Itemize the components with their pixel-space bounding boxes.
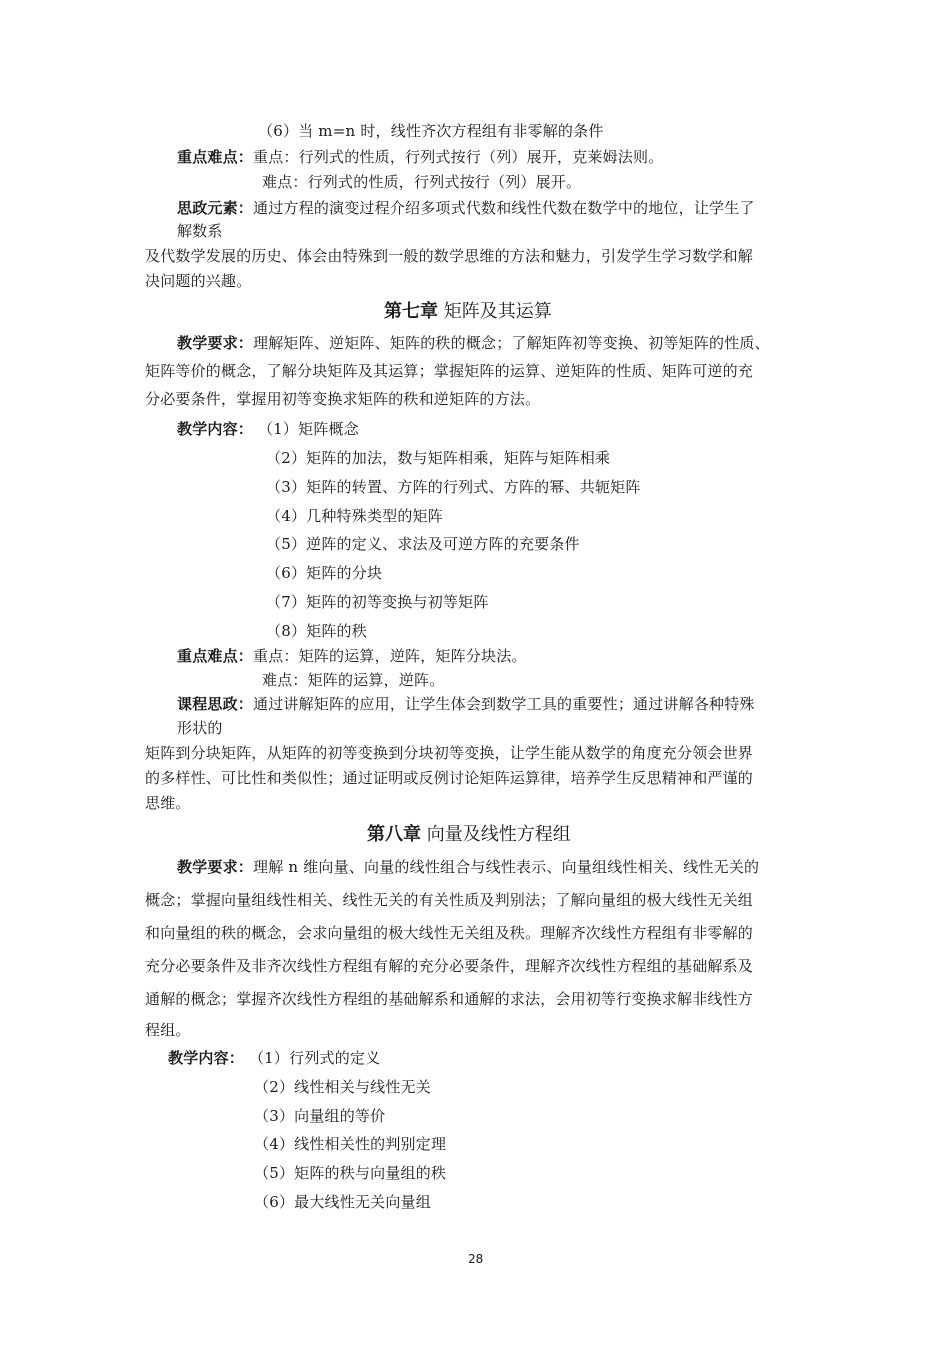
content-label: 教学内容： bbox=[168, 1049, 245, 1067]
ideology-text: 解数系 bbox=[177, 222, 223, 240]
requirements-text: 通解的概念；掌握齐次线性方程组的基础解系和通解的求法，会用初等行变换求解非线性方 bbox=[145, 990, 754, 1008]
chapter-title bbox=[384, 300, 552, 324]
ideology-row bbox=[177, 694, 755, 714]
ideology-row bbox=[177, 198, 755, 218]
requirements-label: 教学要求： bbox=[177, 334, 254, 352]
content-item: （3）矩阵的转置、方阵的行列式、方阵的幂、共轭矩阵 bbox=[266, 478, 641, 496]
keypoints-label: 重点难点： bbox=[177, 647, 254, 665]
content-item: （5）矩阵的秩与向量组的秩 bbox=[254, 1164, 447, 1182]
chapter-number: 第八章 bbox=[367, 824, 421, 845]
requirements-text: 充分必要条件及非齐次线性方程组有解的充分必要条件，理解齐次线性方程组的基础解系及 bbox=[145, 957, 754, 975]
content-item: （6）矩阵的分块 bbox=[266, 564, 383, 582]
chapter-number: 第七章 bbox=[384, 301, 438, 322]
content-item: （4）几种特殊类型的矩阵 bbox=[266, 507, 443, 525]
keypoints-label: 重点难点： bbox=[177, 148, 254, 166]
ideology-text: 通过讲解矩阵的应用，让学生体会到数学工具的重要性；通过讲解各种特殊 bbox=[253, 695, 755, 713]
requirements-text: 程组。 bbox=[145, 1021, 191, 1039]
ideology-text: 的多样性、可比性和类似性；通过证明或反例讨论矩阵运算律，培养学生反思精神和严谨的 bbox=[145, 769, 754, 787]
content-item: （8）矩阵的秩 bbox=[266, 622, 367, 640]
ideology-text: 形状的 bbox=[177, 719, 223, 737]
chapter-title bbox=[367, 823, 571, 847]
content-item: （1）矩阵概念 bbox=[257, 420, 359, 438]
ideology-text: 及代数学发展的历史、体会由特殊到一般的数学思维的方法和魅力，引发学生学习数学和解 bbox=[145, 247, 754, 265]
ideology-text: 矩阵到分块矩阵，从矩阵的初等变换到分块初等变换，让学生能从数学的角度充分领会世界 bbox=[145, 744, 754, 762]
requirements-row bbox=[177, 333, 770, 353]
keypoints-main: 重点：矩阵的运算，逆阵，矩阵分块法。 bbox=[253, 647, 527, 665]
ideology-text: 思维。 bbox=[145, 794, 191, 812]
ideology-text: 决问题的兴趣。 bbox=[145, 272, 252, 290]
content-item: （5）逆阵的定义、求法及可逆方阵的充要条件 bbox=[266, 535, 580, 553]
keypoints-difficulty: 难点：行列式的性质，行列式按行（列）展开。 bbox=[262, 173, 582, 191]
requirements-text: 理解 n 维向量、向量的线性组合与线性表示、向量组线性相关、线性无关的 bbox=[253, 858, 760, 876]
content-item: （6）最大线性无关向量组 bbox=[254, 1193, 431, 1211]
content-item: （2）线性相关与线性无关 bbox=[254, 1078, 431, 1096]
ideology-label: 课程思政： bbox=[177, 695, 254, 713]
content-row bbox=[177, 419, 359, 439]
content-label: 教学内容： bbox=[177, 420, 254, 438]
keypoints-row bbox=[177, 646, 527, 666]
requirements-row bbox=[177, 857, 759, 877]
chapter-name: 矩阵及其运算 bbox=[443, 301, 552, 322]
content-item: （1）行列式的定义 bbox=[248, 1049, 381, 1067]
content-item: （3）向量组的等价 bbox=[254, 1107, 386, 1125]
ideology-text: 通过方程的演变过程介绍多项式代数和线性代数在数学中的地位，让学生了 bbox=[253, 199, 755, 217]
content-item: （7）矩阵的初等变换与初等矩阵 bbox=[266, 593, 489, 611]
requirements-label: 教学要求： bbox=[177, 858, 254, 876]
requirements-text: 概念；掌握向量组线性相关、线性无关的有关性质及判别法；了解向量组的极大线性无关组 bbox=[145, 891, 754, 909]
page-number: 28 bbox=[468, 1252, 484, 1266]
requirements-text: 矩阵等价的概念，了解分块矩阵及其运算；掌握矩阵的运算、逆矩阵的性质、矩阵可逆的充 bbox=[145, 362, 754, 380]
content-item: （6）当 m=n 时，线性齐次方程组有非零解的条件 bbox=[258, 122, 604, 140]
content-item: （4）线性相关性的判别定理 bbox=[254, 1135, 447, 1153]
ideology-label: 思政元素： bbox=[177, 199, 254, 217]
keypoints-row bbox=[177, 147, 663, 167]
requirements-text: 分必要条件，掌握用初等变换求矩阵的秩和逆矩阵的方法。 bbox=[145, 390, 541, 408]
content-row bbox=[168, 1048, 380, 1068]
chapter-name: 向量及线性方程组 bbox=[426, 824, 571, 845]
requirements-text: 理解矩阵、逆矩阵、矩阵的秩的概念；了解矩阵初等变换、初等矩阵的性质、 bbox=[253, 334, 770, 352]
keypoints-main: 重点：行列式的性质，行列式按行（列）展开，克莱姆法则。 bbox=[253, 148, 664, 166]
content-item: （2）矩阵的加法，数与矩阵相乘，矩阵与矩阵相乘 bbox=[266, 449, 611, 467]
requirements-text: 和向量组的秩的概念，会求向量组的极大线性无关组及秩。理解齐次线性方程组有非零解的 bbox=[145, 924, 754, 942]
keypoints-difficulty: 难点：矩阵的运算，逆阵。 bbox=[262, 671, 445, 689]
